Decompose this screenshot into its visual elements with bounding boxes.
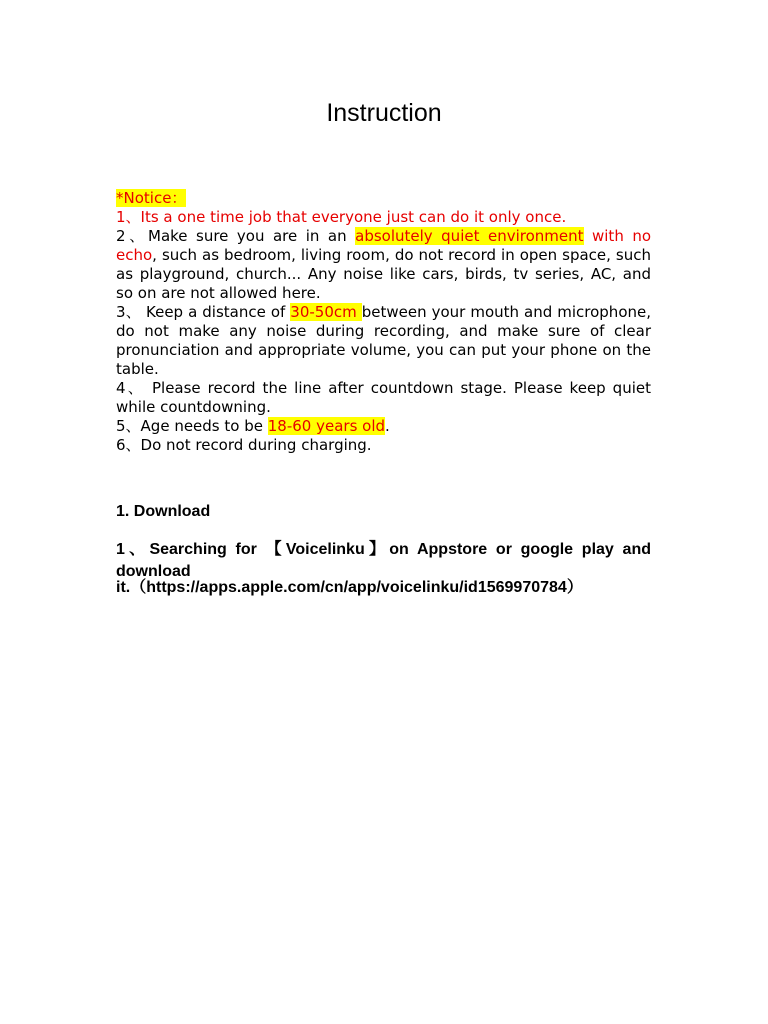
notice-item-6: 6、Do not record during charging.: [116, 436, 372, 454]
highlight-distance: 30-50cm: [290, 303, 362, 321]
notice-item-3: 3、 Keep a distance of 30-50cm between your mouth and microphone, do not make any noise during recording, and make sure of clear pronunciation and appropriate volume, you can put your phone on the table.: [116, 303, 651, 378]
notice-section: [116, 189, 651, 455]
page-title: Instruction: [326, 99, 442, 127]
notice-item-1: 1、Its a one time job that everyone just can do it only once.: [116, 208, 567, 226]
notice-label: *Notice：: [116, 189, 187, 207]
highlight-quiet-environment: absolutely quiet environment: [355, 227, 584, 245]
notice-item-2: 2、Make sure you are in an absolutely quiet environment with no echo, such as bedroom, living room, do not record in open space, such as playground, church... Any noise like cars, birds, tv series, AC, and so on are not allowed here.: [116, 227, 652, 302]
download-heading: 1. Download: [116, 503, 211, 520]
highlight-age: 18-60 years old: [267, 417, 386, 435]
download-step-1: 1、Searching for 【Voicelinku】on Appstore or google play and download: [116, 541, 651, 580]
notice-item-4: 4、 Please record the line after countdown stage. Please keep quiet while countdowning.: [116, 379, 651, 416]
app-store-link[interactable]: it.（https://apps.apple.com/cn/app/voicelinku/id1569970784）: [116, 579, 583, 596]
notice-item-5: 5、Age needs to be 18-60 years old.: [116, 417, 390, 435]
